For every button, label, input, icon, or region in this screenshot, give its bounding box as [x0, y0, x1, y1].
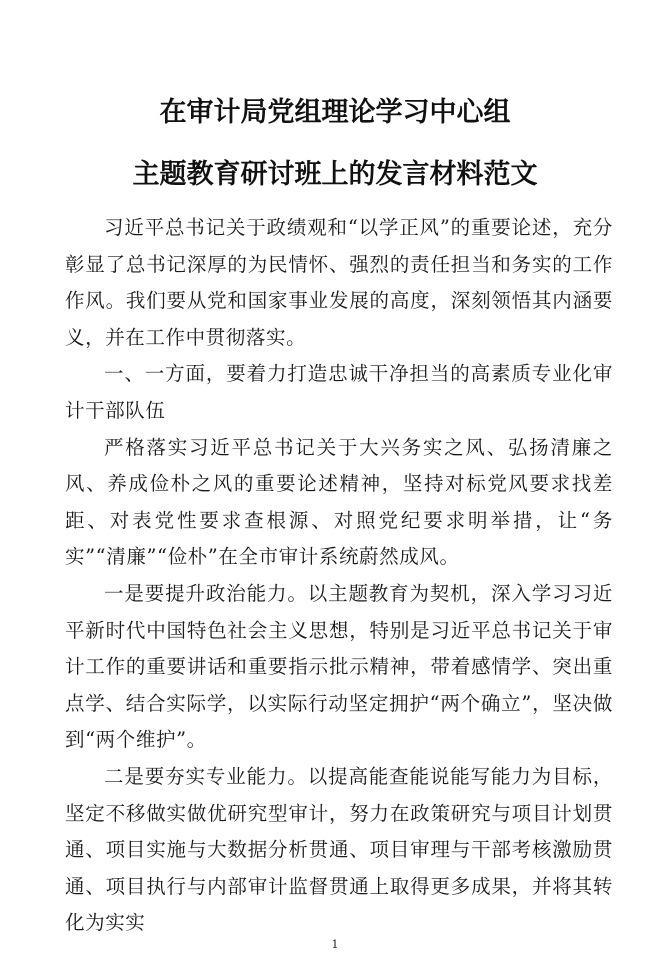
- page-number: 1: [331, 938, 339, 951]
- body-paragraph: 严格落实习近平总书记关于大兴务实之风、弘扬清廉之风、养成俭朴之风的重要论述精神，坚持对标党风要求找差距、对表党性要求查根源、对照党纪要求明举措，让“务实”“清廉”“俭朴”在全市审计系统蔚然成风。: [65, 435, 613, 569]
- document-title-line-1: 在审计局党组理论学习中心组: [159, 97, 511, 128]
- section-heading-1: 一、一方面，要着力打造忠诚干净担当的高素质专业化审计干部队伍: [65, 362, 613, 422]
- document-body: [65, 210, 613, 942]
- document-title-line-2: 主题教育研讨班上的发言材料范文: [132, 159, 538, 190]
- body-paragraph: 一是要提升政治能力。以主题教育为契机，深入学习习近平新时代中国特色社会主义思想，特别是习近平总书记关于审计工作的重要讲话和重要指示批示精神，带着感情学、突出重点学、结合实际学，以实际行动坚定拥护“两个确立”，坚决做到“两个维护”。: [65, 581, 613, 752]
- body-paragraph: 二是要夯实专业能力。以提高能查能说能写能力为目标，坚定不移做实做优研究型审计，努力在政策研究与项目计划贯通、项目实施与大数据分析贯通、项目审理与干部考核激励贯通、项目执行与内部审计监督贯通上取得更多成果，并将其转化为实实: [65, 764, 613, 935]
- intro-paragraph: 习近平总书记关于政绩观和“以学正风”的重要论述，充分彰显了总书记深厚的为民情怀、强烈的责任担当和务实的工作作风。我们要从党和国家事业发展的高度，深刻领悟其内涵要义，并在工作中贯彻落实。: [65, 216, 613, 349]
